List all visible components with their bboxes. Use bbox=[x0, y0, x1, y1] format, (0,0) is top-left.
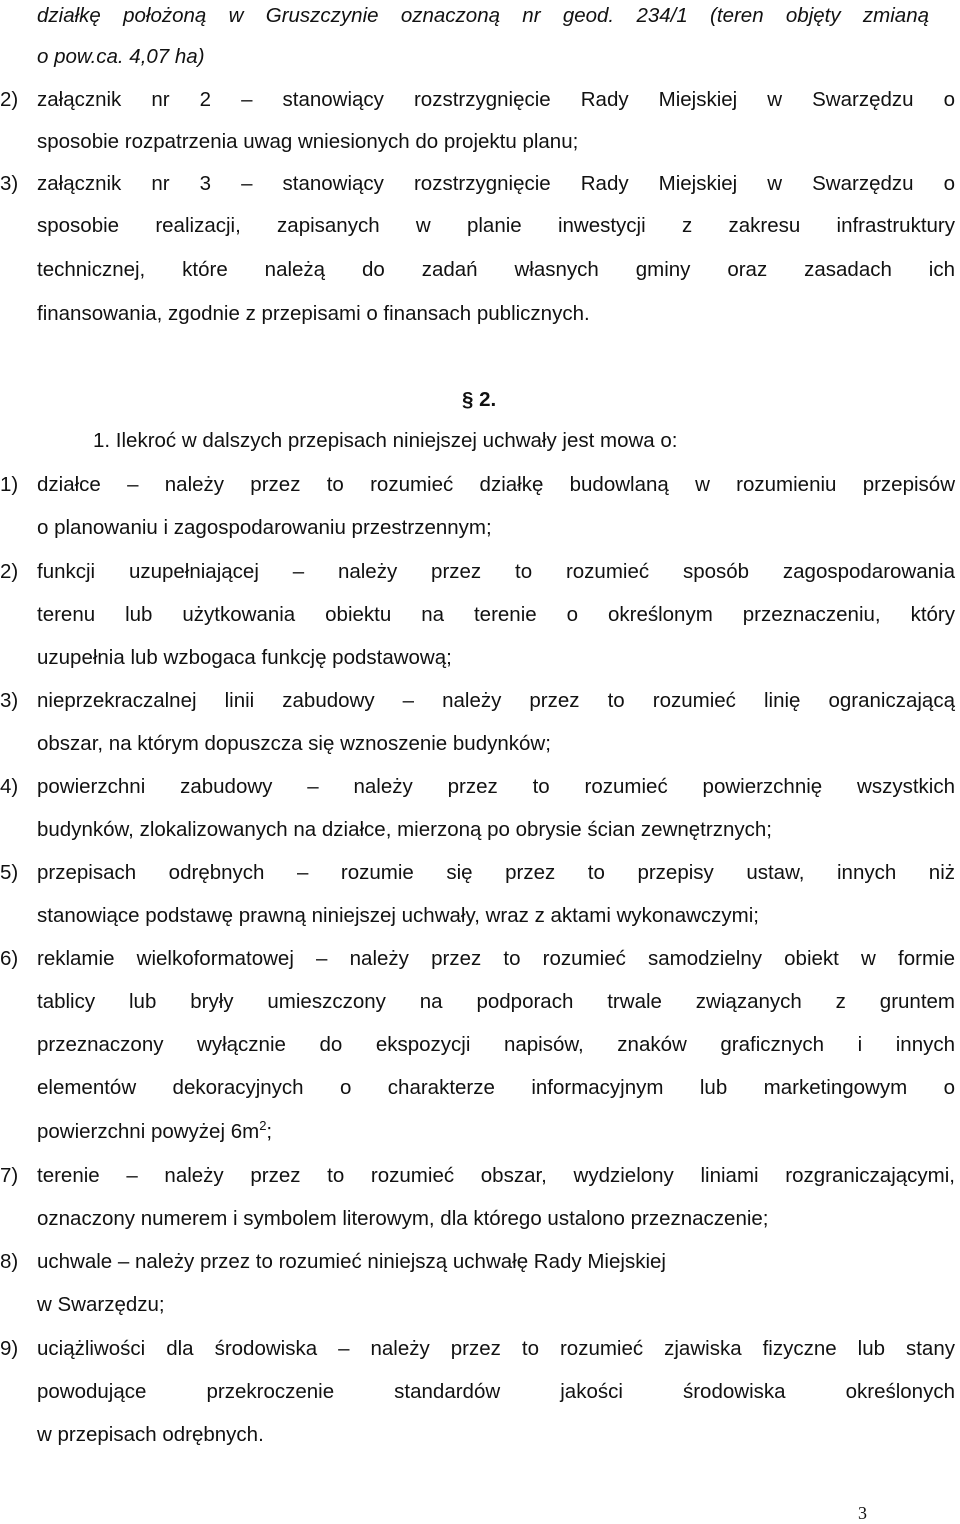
list-text-line: tablicy lub bryły umieszczony na podporach trwale związanych z gruntem bbox=[37, 990, 955, 1013]
list-text-line: powierzchni zabudowy – należy przez to rozumieć powierzchnię wszystkich bbox=[37, 775, 955, 798]
section-lead: 1. Ilekroć w dalszych przepisach niniejszej uchwały jest mowa o: bbox=[93, 429, 678, 452]
list-text-line: elementów dekoracyjnych o charakterze informacyjnym lub marketingowym o bbox=[37, 1076, 955, 1099]
list-text-fragment: powierzchni powyżej 6m bbox=[37, 1120, 260, 1143]
section-heading bbox=[462, 378, 496, 421]
list-text-line: oznaczony numerem i symbolem literowym, dla którego ustalono przeznaczenie; bbox=[37, 1207, 769, 1230]
intro-line: o pow.ca. 4,07 ha) bbox=[37, 45, 205, 68]
list-text-line: technicznej, które należą do zadań własnych gminy oraz zasadach ich bbox=[37, 258, 955, 281]
list-number: 7) bbox=[0, 1164, 19, 1187]
list-number: 5) bbox=[0, 861, 19, 884]
list-text-line: uzupełnia lub wzbogaca funkcję podstawową; bbox=[37, 646, 452, 669]
list-number: 1) bbox=[0, 473, 19, 496]
list-text-line: przepisach odrębnych – rozumie się przez to przepisy ustaw, innych niż bbox=[37, 861, 955, 884]
list-text-line: budynków, zlokalizowanych na działce, mierzoną po obrysie ścian zewnętrznych; bbox=[37, 818, 772, 841]
list-text-line: uciążliwości dla środowiska – należy przez to rozumieć zjawiska fizyczne lub stany bbox=[37, 1337, 955, 1360]
list-text-line: obszar, na którym dopuszcza się wznoszenie budynków; bbox=[37, 732, 551, 755]
list-text-line: działce – należy przez to rozumieć działkę budowlaną w rozumieniu przepisów bbox=[37, 473, 955, 496]
list-text-line: w Swarzędzu; bbox=[37, 1293, 165, 1316]
section-mark: § bbox=[462, 388, 474, 411]
list-text-line: przeznaczony wyłącznie do ekspozycji napisów, znaków graficznych i innych bbox=[37, 1033, 955, 1056]
list-number: 3) bbox=[0, 689, 19, 712]
list-number: 9) bbox=[0, 1337, 19, 1360]
list-text-line: powodujące przekroczenie standardów jakości środowiska określonych bbox=[37, 1380, 955, 1403]
intro-line: działkę położoną w Gruszczynie oznaczoną nr geod. 234/1 (teren objęty zmianą bbox=[37, 4, 929, 27]
list-text-line: terenie – należy przez to rozumieć obszar, wydzielony liniami rozgraniczającymi, bbox=[37, 1164, 955, 1187]
list-text-line: funkcji uzupełniającej – należy przez to rozumieć sposób zagospodarowania bbox=[37, 560, 955, 583]
superscript-exponent: 2 bbox=[259, 1118, 267, 1134]
list-text-line: stanowiące podstawę prawną niniejszej uchwały, wraz z aktami wykonawczymi; bbox=[37, 904, 759, 927]
list-text-fragment: ; bbox=[266, 1120, 273, 1143]
list-text-line: sposobie rozpatrzenia uwag wniesionych do projektu planu; bbox=[37, 130, 579, 153]
list-number: 2) bbox=[0, 88, 19, 111]
list-number: 2) bbox=[0, 560, 19, 583]
list-text-line: uchwale – należy przez to rozumieć niniejszą uchwałę Rady Miejskiej bbox=[37, 1250, 666, 1273]
list-text-line: w przepisach odrębnych. bbox=[37, 1423, 264, 1446]
list-text-line: reklamie wielkoformatowej – należy przez to rozumieć samodzielny obiekt w formie bbox=[37, 947, 955, 970]
list-number: 3) bbox=[0, 172, 19, 195]
list-text-line: finansowania, zgodnie z przepisami o finansach publicznych. bbox=[37, 302, 590, 325]
list-text-line: załącznik nr 2 – stanowiący rozstrzygnięcie Rady Miejskiej w Swarzędzu o bbox=[37, 88, 955, 111]
list-text-line: nieprzekraczalnej linii zabudowy – należy przez to rozumieć linię ograniczającą bbox=[37, 689, 955, 712]
list-text-line: sposobie realizacji, zapisanych w planie inwestycji z zakresu infrastruktury bbox=[37, 214, 955, 237]
list-text-line: załącznik nr 3 – stanowiący rozstrzygnięcie Rady Miejskiej w Swarzędzu o bbox=[37, 172, 955, 195]
list-number: 4) bbox=[0, 775, 19, 798]
section-number: 2. bbox=[479, 388, 497, 411]
list-number: 8) bbox=[0, 1250, 19, 1273]
list-text-line: o planowaniu i zagospodarowaniu przestrzennym; bbox=[37, 516, 492, 539]
list-text-line bbox=[37, 1110, 272, 1153]
list-text-line: terenu lub użytkowania obiektu na terenie o określonym przeznaczeniu, który bbox=[37, 603, 955, 626]
list-number: 6) bbox=[0, 947, 19, 970]
page-number: 3 bbox=[858, 1503, 867, 1523]
